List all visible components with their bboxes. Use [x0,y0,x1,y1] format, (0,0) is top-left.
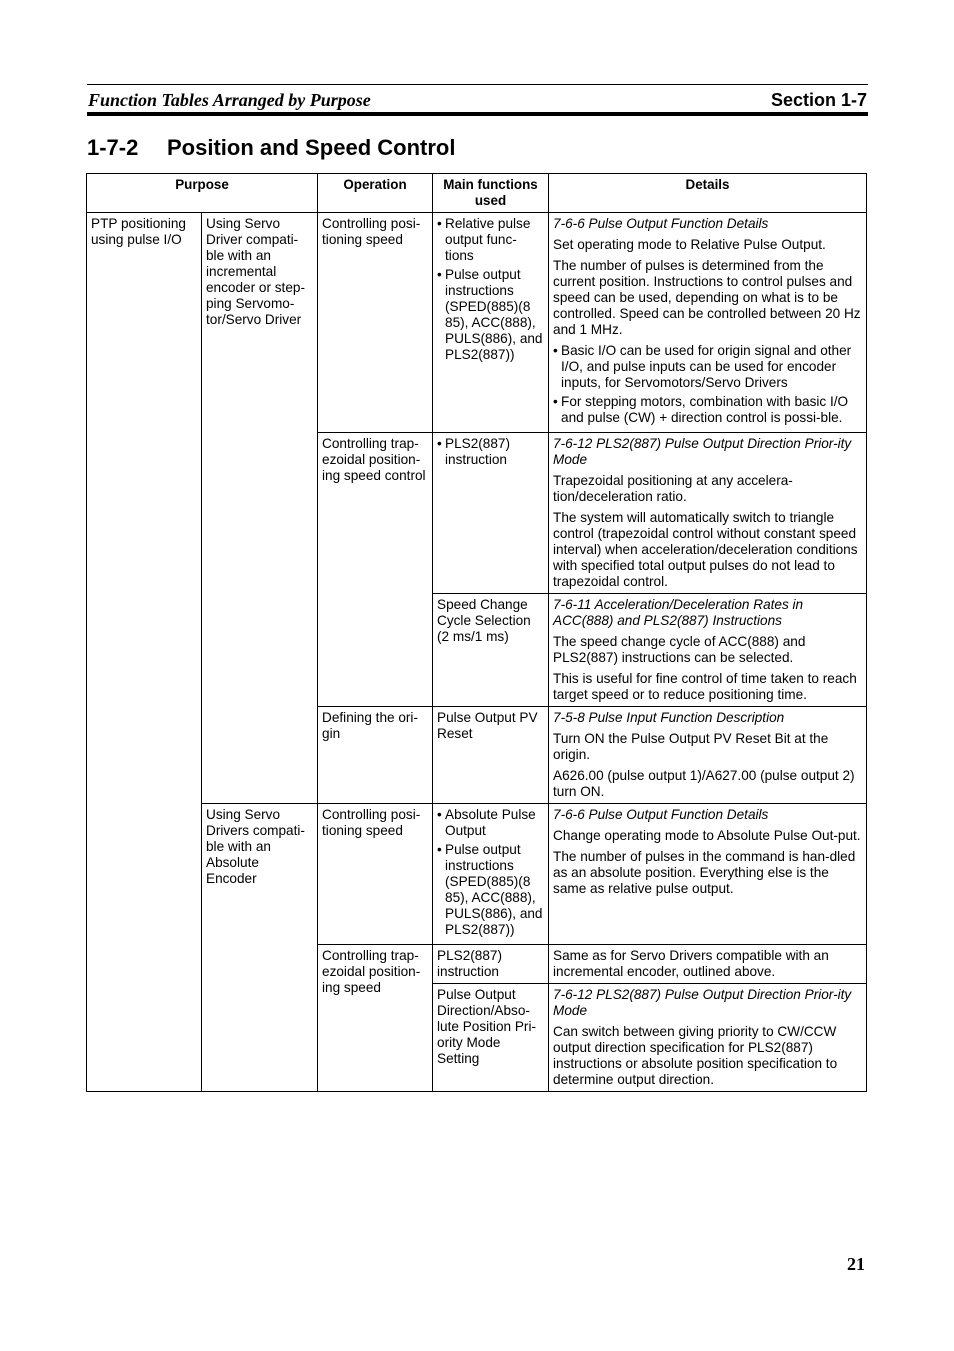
functions-cell: Pulse Output PV Reset [433,707,549,804]
purpose-cell: PTP positioning using pulse I/O [87,213,202,1092]
detail-bullet: • Basic I/O can be used for origin signal and other I/O, and pulse inputs can be used for encoder inputs, for Servomotors/Servo Drivers [553,343,862,391]
table-header-row [87,174,867,213]
operation-cell: Controlling posi-tioning speed [318,804,433,945]
page-number: 21 [847,1254,865,1274]
operation-cell: Controlling trap-ezoidal position-ing speed control [318,433,433,707]
function-item: • Pulse output instructions (SPED(885)(8 85), ACC(888), PULS(886), and PLS2(887)) [437,267,544,363]
reference-text: 7-5-8 Pulse Input Function Description [553,710,785,725]
header-details: Details [549,174,867,213]
header-purpose: Purpose [87,174,318,213]
reference-text: 7-6-6 Pulse Output Function Details [553,216,769,231]
detail-paragraph: The number of pulses in the command is han-dled as an absolute position. Everything else is the same as relative pulse output. [553,849,856,896]
functions-cell: Speed Change Cycle Selection (2 ms/1 ms) [433,594,549,707]
reference-text: 7-6-6 Pulse Output Function Details [553,807,769,822]
operation-cell: Controlling trap-ezoidal position-ing speed [318,945,433,1092]
header-rule-bottom [87,112,868,116]
sub-purpose-cell: Using Servo Driver compati-ble with an incremental encoder or step-ping Servomo-tor/Servo Driver [202,213,318,804]
reference-text: 7-6-12 PLS2(887) Pulse Output Direction Prior-ity Mode [553,987,852,1018]
table-row [87,213,867,433]
detail-paragraph: The number of pulses is determined from the current position. Instructions to control pulses and speed can be used, depending on what is to be controlled. Speed can be controlled between 20 Hz and 1 MHz. [553,258,861,337]
details-cell [549,594,867,707]
functions-cell [433,213,549,433]
header-rule-top [87,84,868,85]
detail-paragraph: The system will automatically switch to triangle control (trapezoidal control without constant speed interval) when acceleration/deceleration conditions with specified total output pulses do not lead to trapezoidal control. [553,510,858,589]
header-operation: Operation [318,174,433,213]
detail-paragraph: Trapezoidal positioning at any accelera-tion/deceleration ratio. [553,473,793,504]
sub-purpose-cell: Using Servo Drivers compati-ble with an Absolute Encoder [202,804,318,1092]
details-cell [549,804,867,945]
details-cell [549,213,867,433]
section-title: Position and Speed Control [167,135,456,160]
function-item: • Absolute Pulse Output [437,807,544,839]
functions-cell [433,433,549,594]
table-row [87,804,867,945]
detail-paragraph: Change operating mode to Absolute Pulse Out-put. [553,828,861,843]
functions-cell [433,804,549,945]
details-cell [549,984,867,1092]
function-item: • Relative pulse output func-tions [437,216,544,264]
details-cell: Same as for Servo Drivers compatible with an incremental encoder, outlined above. [549,945,867,984]
detail-paragraph: This is useful for fine control of time taken to reach target speed or to reduce positioning time. [553,671,857,702]
functions-cell: Pulse Output Direction/Abso-lute Position Pri-ority Mode Setting [433,984,549,1092]
detail-paragraph: A626.00 (pulse output 1)/A627.00 (pulse output 2) turn ON. [553,768,855,799]
section-number: 1-7-2 [87,135,139,160]
reference-text: 7-6-12 PLS2(887) Pulse Output Direction Prior-ity Mode [553,436,852,467]
function-item: • PLS2(887) instruction [437,436,544,468]
running-header-chapter: Function Tables Arranged by Purpose [88,90,371,110]
running-header-section: Section 1-7 [770,90,867,110]
operation-cell: Defining the ori-gin [318,707,433,804]
detail-paragraph: The speed change cycle of ACC(888) and PLS2(887) instructions can be selected. [553,634,806,665]
header-main-functions: Main functions used [433,174,549,213]
functions-cell: PLS2(887) instruction [433,945,549,984]
details-cell [549,433,867,594]
detail-paragraph: Set operating mode to Relative Pulse Output. [553,237,826,252]
detail-bullet: • For stepping motors, combination with basic I/O and pulse (CW) + direction control is possi-ble. [553,394,862,426]
reference-text: 7-6-11 Acceleration/Deceleration Rates in ACC(888) and PLS2(887) Instructions [553,597,804,628]
detail-paragraph: Turn ON the Pulse Output PV Reset Bit at the origin. [553,731,829,762]
operation-cell: Controlling posi-tioning speed [318,213,433,433]
detail-paragraph: Can switch between giving priority to CW/CCW output direction specification for PLS2(887) instructions or absolute position specification to determine output direction. [553,1024,838,1087]
function-table [86,173,867,1092]
details-cell [549,707,867,804]
function-item: • Pulse output instructions (SPED(885)(8 85), ACC(888), PULS(886), and PLS2(887)) [437,842,544,938]
